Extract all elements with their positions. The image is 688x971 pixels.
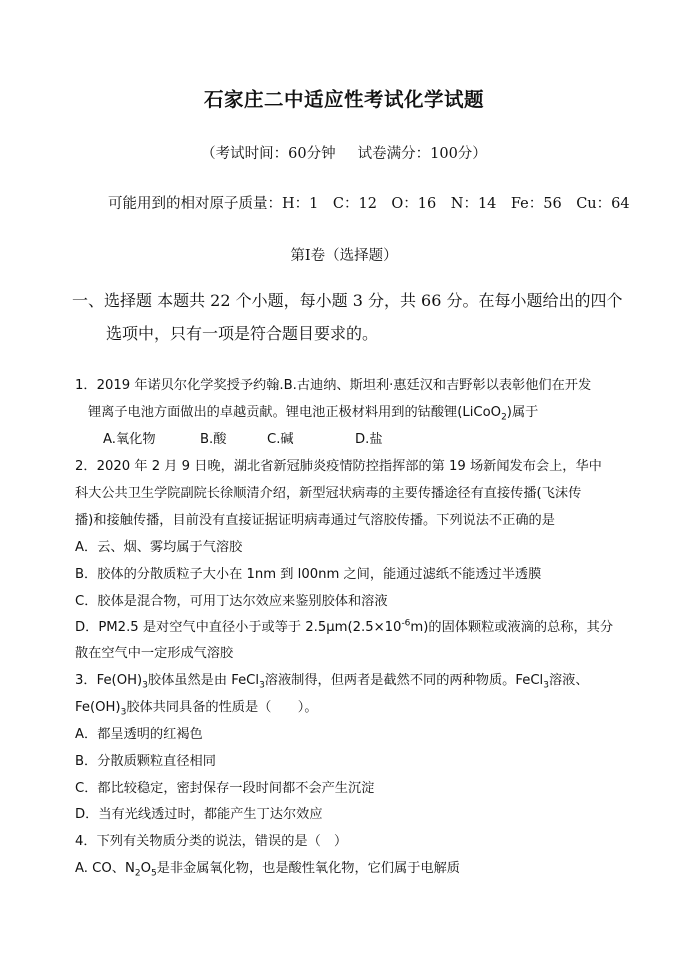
exam-info <box>0 142 688 163</box>
q3-option-d: D．当有光线透过时，都能产生丁达尔效应 <box>75 807 323 822</box>
q4-option-a: A. CO、$N_2O_5$是非金属氧化物，也是酸性氧化物，它们属于电解质 <box>75 861 460 879</box>
q2-option-d-cont: 散在空气中一定形成气溶胶 <box>75 646 234 661</box>
atomic-masses: 可能用到的相对原子质量：H：1 C：12 O：16 N：14 Fe：56 Cu：64 <box>108 196 630 212</box>
q2-option-d: D．PM2.5 是对空气中直径小于或等于 $2.5\mu m(2.5\times 10^{-6}m)$的固体颗粒或液滴的总称，其分 <box>75 618 614 635</box>
q2-line3: 播)和接触传播，目前没有直接证据证明病毒通过气溶胶传播。下列说法不正确的是 <box>75 513 555 528</box>
q2-line1: 2．2020 年 2 月 9 日晚，湖北省新冠肺炎疫情防控指挥部的第 19 场新闻发布会上，华中 <box>75 459 602 474</box>
q3-option-a: A．都呈透明的红褐色 <box>75 727 203 742</box>
q3-option-c: C．都比较稳定，密封保存一段时间都不会产生沉淀 <box>75 781 375 796</box>
exam-score: 试卷满分：100分） <box>357 146 487 162</box>
q3-line2: $Fe(OH)_3$胶体共同具备的性质是（ ）。 <box>75 700 318 718</box>
q1-option-d: D.盐 <box>355 432 383 447</box>
volume-title: 第Ⅰ卷（选择题） <box>290 248 398 264</box>
q1-line2: 锂离子电池方面做出的卓越贡献。锂电池正极材料用到的钴酸锂(LiCoO$_2$)属于 <box>88 405 539 423</box>
q3-line1: 3．$Fe(OH)_3$胶体虽然是由 FeCl$_3$溶液制得，但两者是截然不同的两种物质。FeCl$_3$溶液、 <box>75 673 589 691</box>
q2-option-b: B．胶体的分散质粒子大小在 1nm 到 l00nm 之间，能通过滤纸不能透过半透膜 <box>75 567 542 582</box>
section-heading-line1: 一、选择题 本题共 22 个小题，每小题 3 分，共 66 分。在每小题给出的四个 <box>72 291 623 310</box>
q3-option-b: B．分散质颗粒直径相同 <box>75 754 216 769</box>
exam-title: 石家庄二中适应性考试化学试题 <box>203 88 484 111</box>
q1-option-b: B.酸 <box>200 432 227 447</box>
q1-option-c: C.碱 <box>267 432 294 447</box>
q2-option-c: C．胶体是混合物，可用丁达尔效应来鉴别胶体和溶液 <box>75 594 388 609</box>
exam-time: （考试时间：60分钟 <box>201 146 336 162</box>
q1-option-a: A.氧化物 <box>103 432 156 447</box>
q2-line2: 科大公共卫生学院副院长徐顺清介绍，新型冠状病毒的主要传播途径有直接传播(飞沫传 <box>75 486 582 501</box>
q1-line1: 1．2019 年诺贝尔化学奖授予约翰.B.古迪纳、斯坦利·惠廷汉和吉野彰以表彰他们在开发 <box>75 378 592 393</box>
q4-stem: 4．下列有关物质分类的说法，错误的是（ ） <box>75 834 348 849</box>
section-heading-line2: 选项中，只有一项是符合题目要求的。 <box>106 324 379 343</box>
q2-option-a: A．云、烟、雾均属于气溶胶 <box>75 540 243 555</box>
